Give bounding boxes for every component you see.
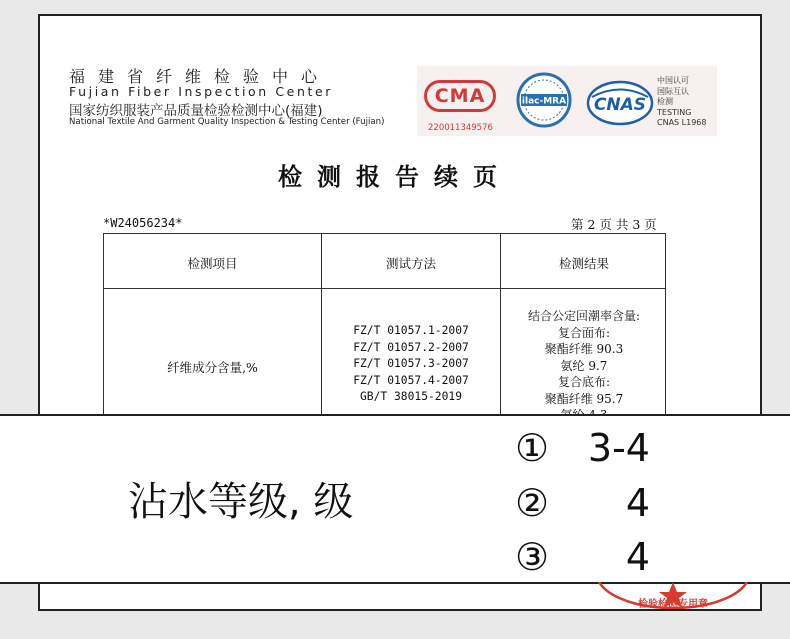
grade-value: 4 bbox=[625, 481, 650, 525]
result-line: 聚酯纤维 95.7 bbox=[544, 391, 624, 406]
test-results bbox=[501, 308, 667, 424]
grade-marker: ② bbox=[515, 481, 550, 525]
method-line: FZ/T 01057.3-2007 bbox=[353, 357, 469, 370]
highlight-overlay-panel bbox=[0, 414, 790, 584]
stamp-label: 检验检测专用章 bbox=[638, 599, 708, 609]
method-line: FZ/T 01057.2-2007 bbox=[353, 340, 469, 354]
grade-marker: ③ bbox=[515, 535, 550, 579]
red-stamp-icon bbox=[596, 582, 751, 609]
result-line: 复合底布: bbox=[557, 375, 611, 389]
center-name-cn: 国家纺织服装产品质量检验检测中心(福建) bbox=[69, 103, 323, 119]
center-name-en: National Textile And Garment Quality Inspection & Testing Center (Fujian) bbox=[69, 117, 385, 127]
cnas-logo-icon bbox=[586, 80, 654, 126]
grade-value: 4 bbox=[625, 535, 650, 579]
grade-row-3 bbox=[515, 535, 650, 579]
header-test-item: 检测项目 bbox=[187, 256, 238, 271]
test-methods bbox=[322, 323, 500, 406]
water-repellency-label: 沾水等级, 级 bbox=[128, 479, 354, 525]
result-line: 结合公定回潮率含量: bbox=[527, 309, 641, 323]
ilac-mra-logo-icon bbox=[512, 72, 576, 128]
cnas-label: CNAS bbox=[593, 95, 647, 115]
header-test-method: 测试方法 bbox=[385, 256, 436, 271]
method-line: FZ/T 01057.4-2007 bbox=[353, 373, 469, 387]
grade-row-2 bbox=[515, 481, 650, 525]
grade-value: 3-4 bbox=[587, 426, 650, 470]
method-line: GB/T 38015-2019 bbox=[359, 390, 463, 403]
page-title: 检测报告续页 bbox=[278, 163, 512, 191]
cma-logo-icon: CMA bbox=[424, 80, 496, 112]
header-test-result: 检测结果 bbox=[558, 256, 609, 271]
result-line: 复合面布: bbox=[557, 325, 611, 340]
grade-row-1 bbox=[515, 426, 650, 470]
org-name-en: Fujian Fiber Inspection Center bbox=[69, 84, 334, 99]
org-name-cn: 福建省纤维检验中心 bbox=[69, 67, 331, 86]
test-item-fiber-content: 纤维成分含量,% bbox=[167, 360, 258, 375]
result-line: 聚酯纤维 90.3 bbox=[544, 342, 624, 356]
cnas-caption: 中国认可 国际互认 检测 TESTING CNAS L1968 bbox=[657, 76, 707, 127]
result-line: 氨纶 9.7 bbox=[560, 358, 608, 373]
ilac-mra-label: ilac-MRA bbox=[521, 96, 567, 107]
report-number: *W24056234* bbox=[103, 216, 183, 230]
results-table bbox=[103, 233, 666, 433]
grade-marker: ① bbox=[515, 426, 550, 470]
table-divider bbox=[104, 288, 665, 289]
method-line: FZ/T 01057.1-2007 bbox=[353, 324, 469, 337]
cma-logo-text: MA bbox=[449, 85, 486, 107]
page-indicator: 第 2 页 共 3 页 bbox=[571, 217, 657, 232]
cma-number: 220011349576 bbox=[428, 123, 493, 133]
